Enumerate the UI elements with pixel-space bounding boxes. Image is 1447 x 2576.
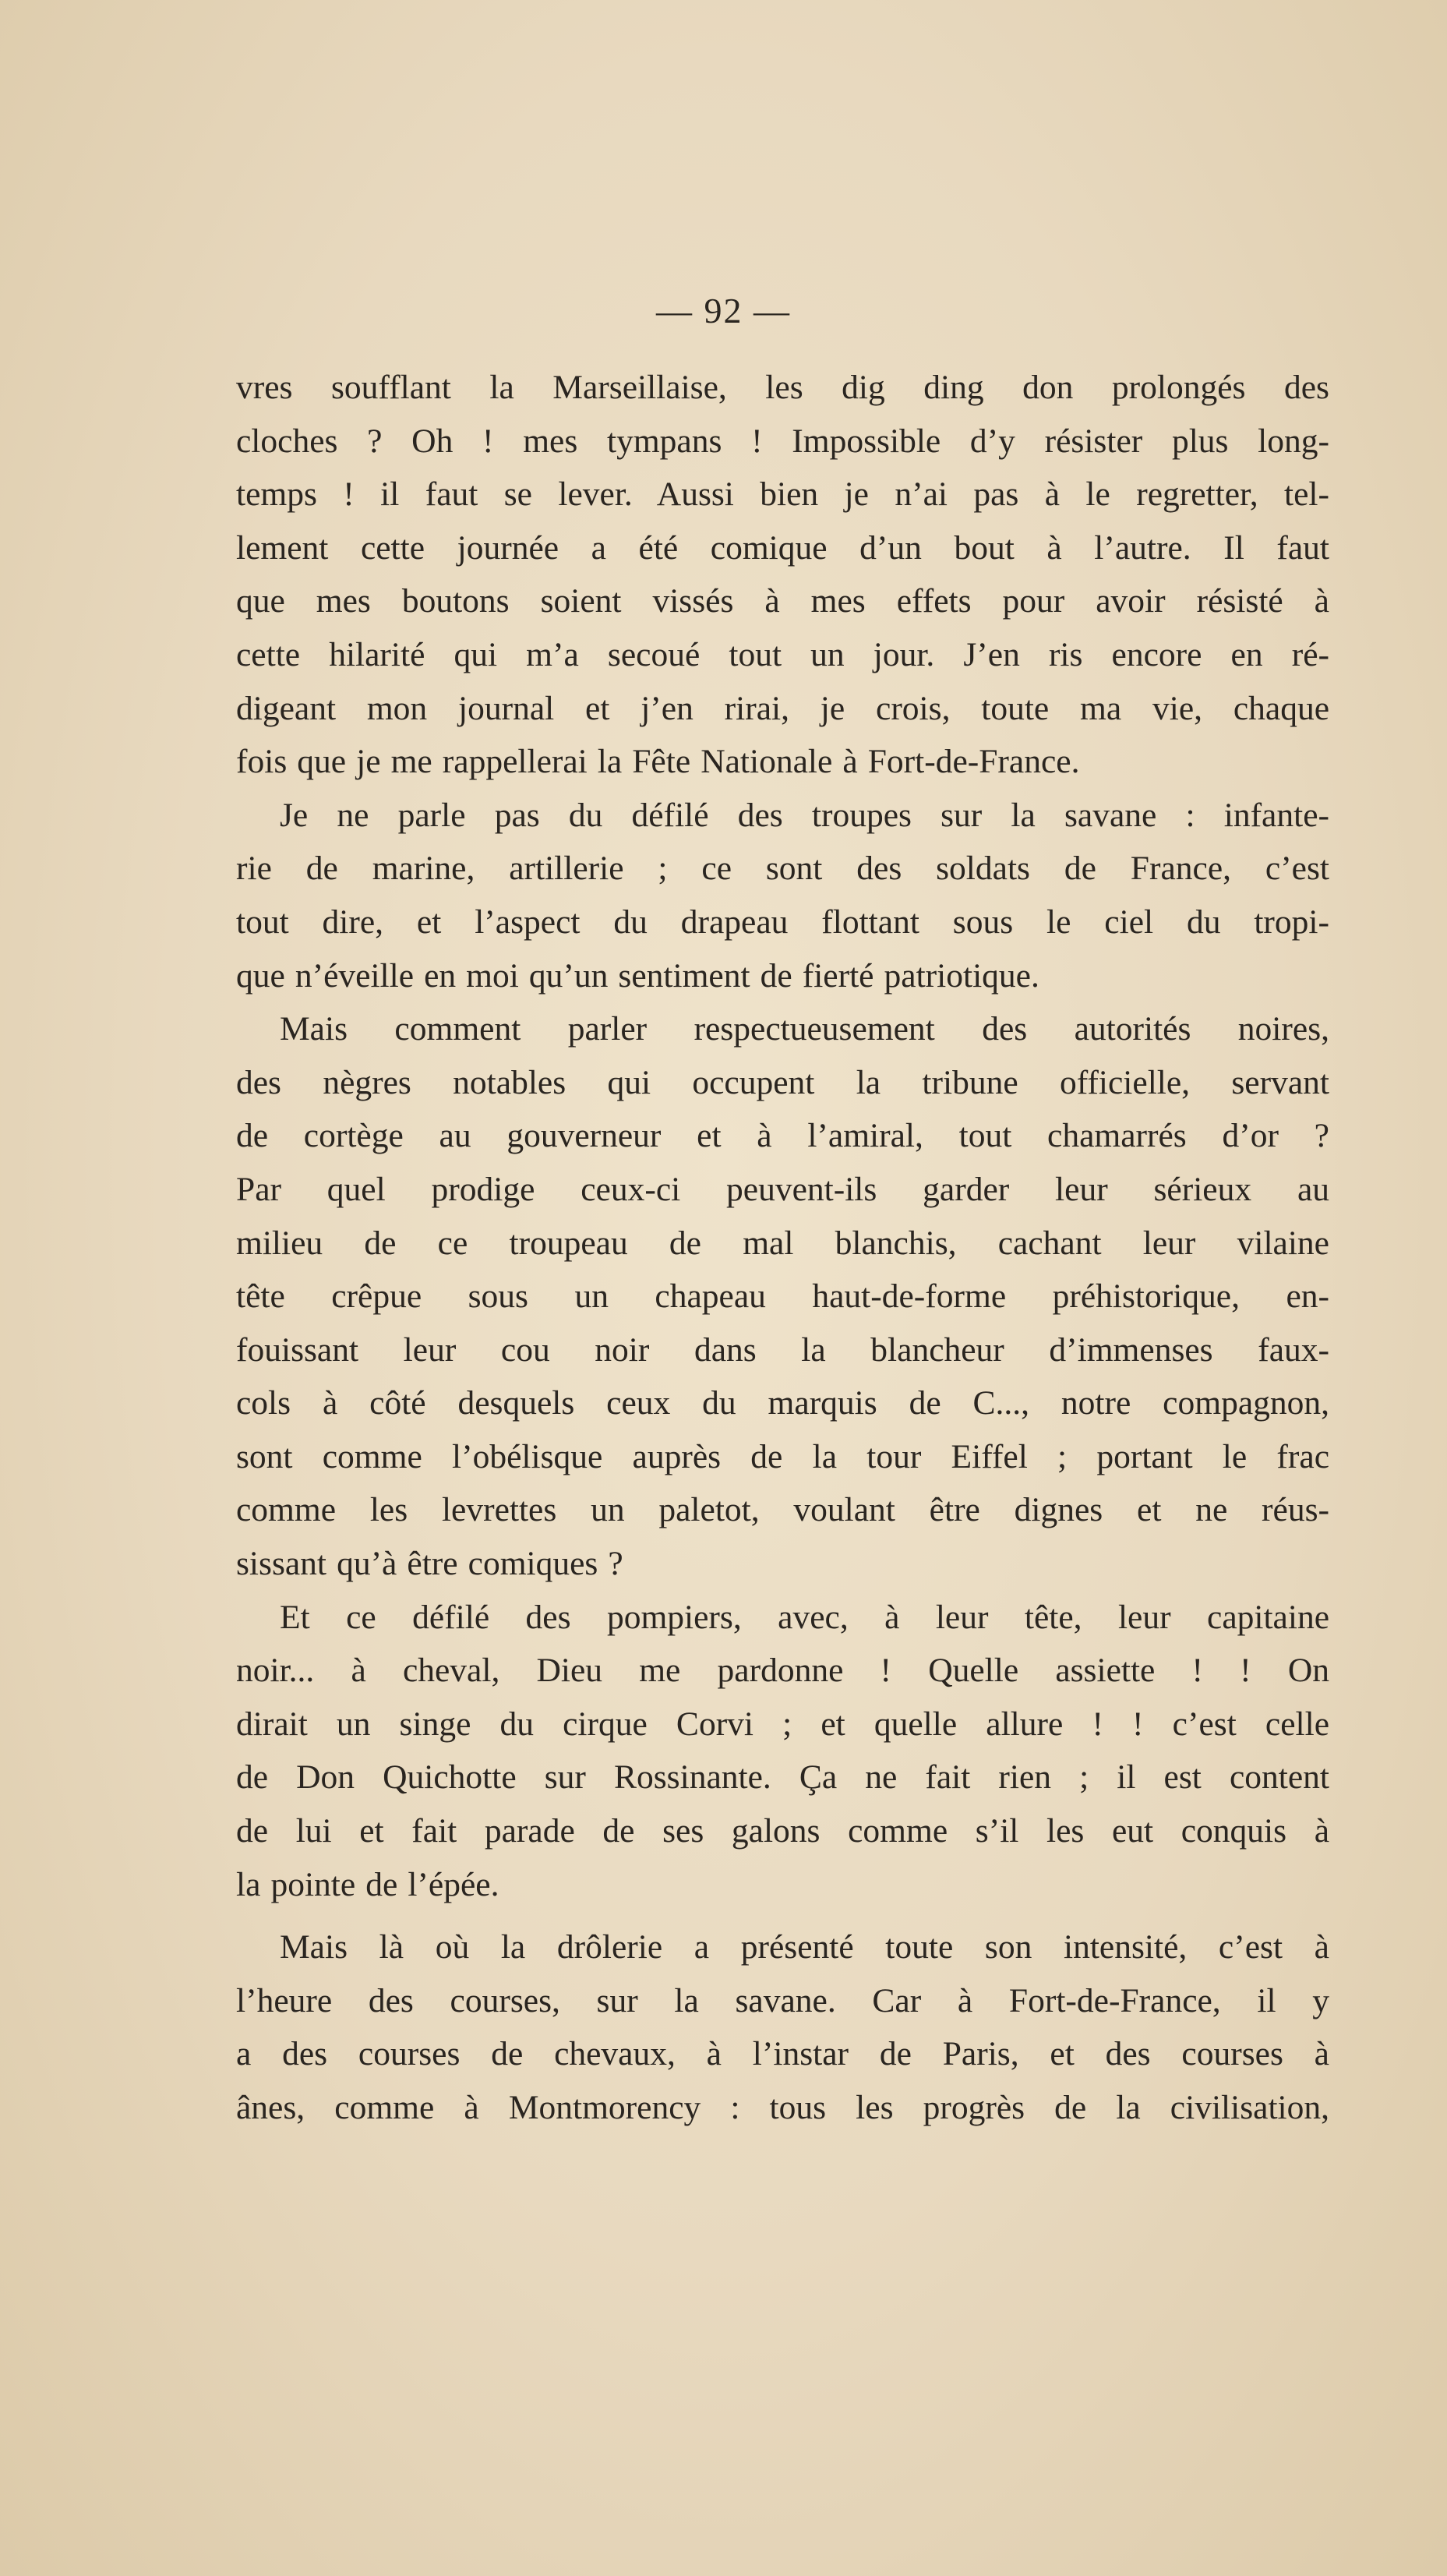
text-line: fouissant leur cou noir dans la blancheur d’immenses faux-	[236, 1330, 1329, 1369]
text-line: a des courses de chevaux, à l’instar de Paris, et des courses à	[236, 2035, 1329, 2073]
text-line: dirait un singe du cirque Corvi ; et quelle allure ! ! c’est celle	[236, 1705, 1329, 1743]
text-line: de cortège au gouverneur et à l’amiral, tout chamarrés d’or ?	[236, 1117, 1329, 1155]
text-line: Mais comment parler respectueusement des autorités noires,	[280, 1010, 1329, 1048]
text-line: cloches ? Oh ! mes tympans ! Impossible d’y résister plus long-	[236, 422, 1329, 460]
body-text	[236, 361, 1329, 2135]
text-line: vres soufflant la Marseillaise, les dig ding don prolongés des	[236, 369, 1329, 406]
text-line: Et ce défilé des pompiers, avec, à leur tête, leur capitaine	[280, 1598, 1329, 1636]
text-line: que mes boutons soient vissés à mes effets pour avoir résisté à	[236, 582, 1329, 620]
text-line: milieu de ce troupeau de mal blanchis, cachant leur vilaine	[236, 1224, 1329, 1262]
text-line: tout dire, et l’aspect du drapeau flottant sous le ciel du tropi-	[236, 903, 1329, 941]
page-number: — 92 —	[656, 291, 791, 330]
text-line: tête crêpue sous un chapeau haut-de-forme préhistorique, en-	[236, 1277, 1329, 1316]
text-line: digeant mon journal et j’en rirai, je crois, toute ma vie, chaque	[236, 689, 1329, 727]
text-line: Je ne parle pas du défilé des troupes sur la savane : infante-	[280, 796, 1329, 834]
text-line: la pointe de l’épée.	[236, 1865, 499, 1903]
text-line: Mais là où la drôlerie a présenté toute son intensité, c’est à	[280, 1928, 1329, 1966]
text-line: comme les levrettes un paletot, voulant être dignes et ne réus-	[236, 1491, 1329, 1529]
text-line: noir... à cheval, Dieu me pardonne ! Quelle assiette ! ! On	[236, 1652, 1329, 1690]
text-line: ânes, comme à Montmorency : tous les progrès de la civilisation,	[236, 2089, 1329, 2126]
text-line: l’heure des courses, sur la savane. Car à Fort-de-France, il y	[236, 1981, 1329, 2019]
text-line: temps ! il faut se lever. Aussi bien je n’ai pas à le regretter, tel-	[236, 475, 1329, 514]
text-line: cette hilarité qui m’a secoué tout un jour. J’en ris encore en ré-	[236, 635, 1329, 673]
text-line: sont comme l’obélisque auprès de la tour Eiffel ; portant le frac	[236, 1437, 1329, 1475]
text-line: Par quel prodige ceux-ci peuvent-ils garder leur sérieux au	[236, 1170, 1329, 1208]
text-line: de Don Quichotte sur Rossinante. Ça ne fait rien ; il est content	[236, 1758, 1329, 1797]
text-line: des nègres notables qui occupent la tribune officielle, servant	[236, 1063, 1329, 1101]
text-line: cols à côté desquels ceux du marquis de C..., notre compagnon,	[236, 1384, 1329, 1422]
text-line: sissant qu’à être comiques ?	[236, 1545, 623, 1583]
text-line: lement cette journée a été comique d’un bout à l’autre. Il faut	[236, 528, 1329, 567]
text-line: rie de marine, artillerie ; ce sont des soldats de France, c’est	[236, 850, 1329, 888]
text-line: fois que je me rappellerai la Fête Nationale à Fort-de-France.	[236, 743, 1080, 781]
text-line: de lui et fait parade de ses galons comme s’il les eut conquis à	[236, 1812, 1329, 1850]
text-line: que n’éveille en moi qu’un sentiment de fierté patriotique.	[236, 956, 1039, 995]
